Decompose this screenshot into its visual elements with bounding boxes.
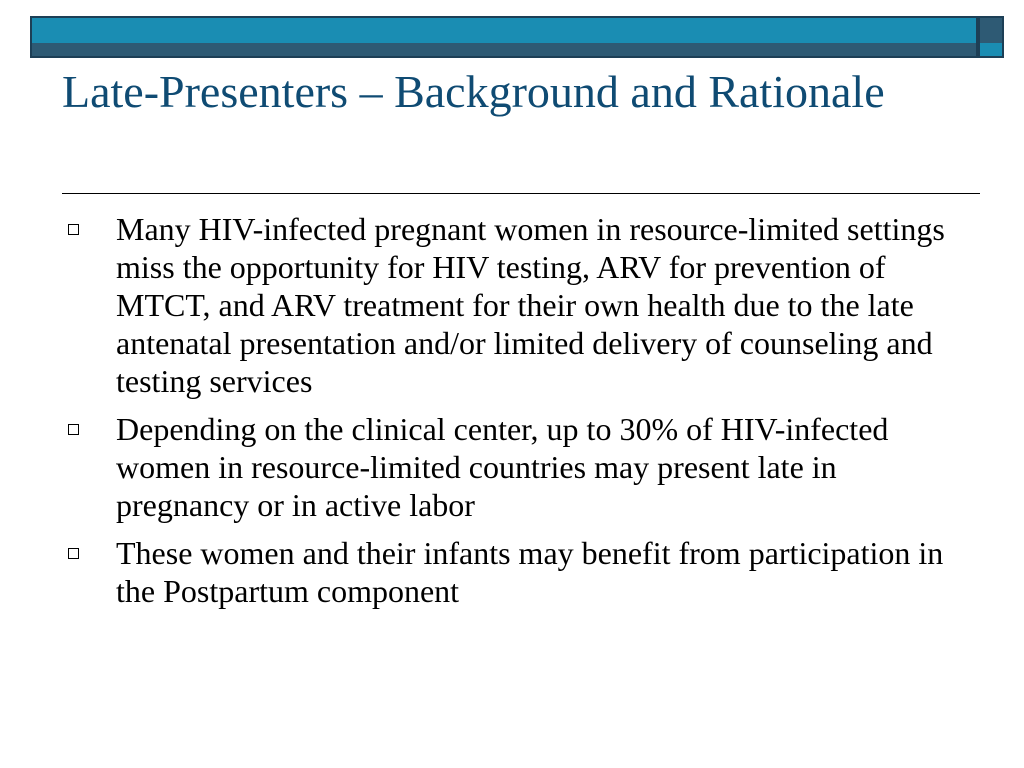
bullet-text: Depending on the clinical center, up to 30% of HIV-infected women in resource-limited countries may present late in pregnancy or in active labor [116, 411, 889, 523]
header-corner-block [978, 16, 1004, 58]
bullet-item [62, 534, 962, 610]
corner-block-bottom [980, 43, 1002, 56]
header-band-teal-stripe [32, 18, 976, 43]
bullet-text: These women and their infants may benefit from participation in the Postpartum component [116, 535, 944, 609]
bullet-list [62, 210, 962, 620]
header-decoration-band [30, 16, 978, 58]
slide-title: Late-Presenters – Background and Rationale [62, 66, 885, 117]
bullet-item [62, 210, 962, 400]
hollow-square-icon [68, 424, 79, 435]
bullet-text: Many HIV-infected pregnant women in resource-limited settings miss the opportunity for HIV testing, ARV for prevention of MTCT, and ARV treatment for their own health due to the late antenatal presentation and/or limited delivery of counseling and testing services [116, 211, 945, 399]
title-divider [62, 193, 980, 194]
header-band-dark-stripe [32, 43, 976, 56]
bullet-item [62, 410, 962, 524]
hollow-square-icon [68, 224, 79, 235]
corner-block-top [980, 18, 1002, 43]
hollow-square-icon [68, 548, 79, 559]
